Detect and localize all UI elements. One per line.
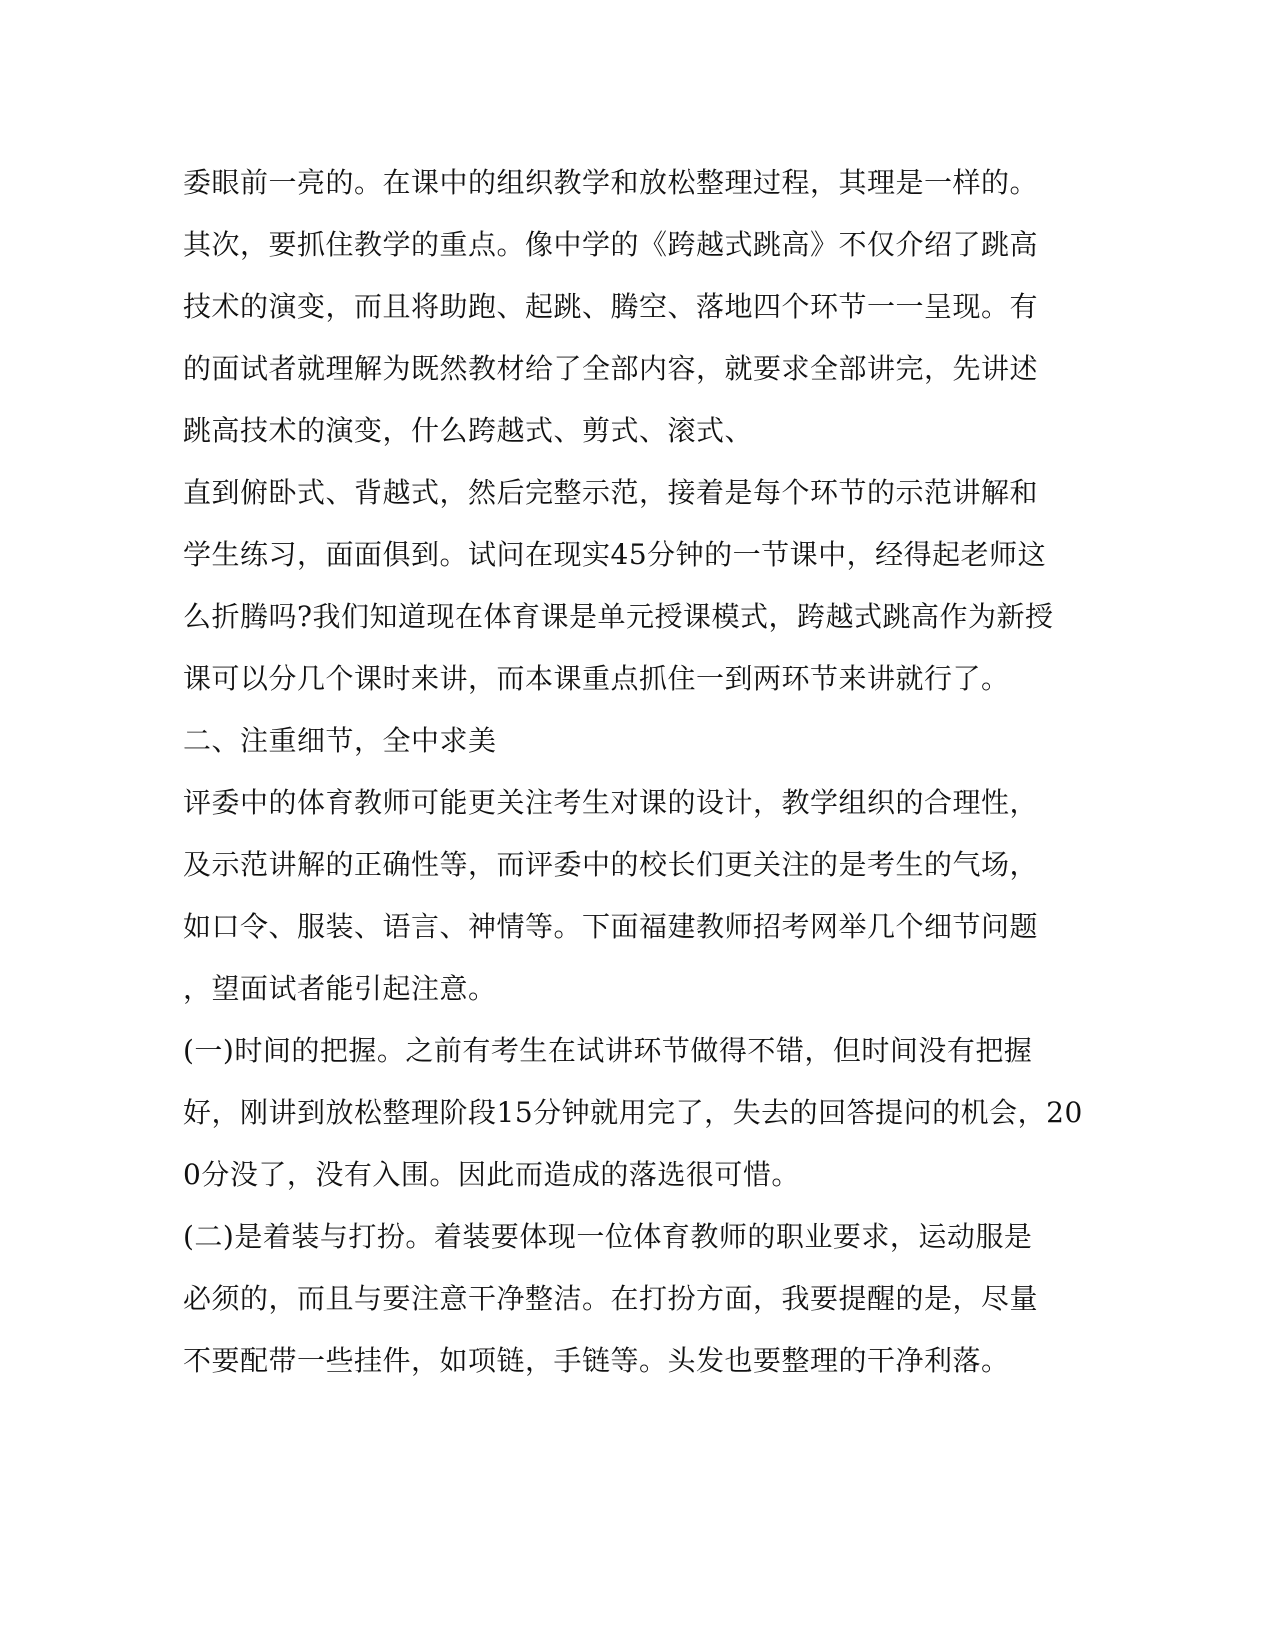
text-line-9: 课可以分几个课时来讲，而本课重点抓住一到两环节来讲就行了。 [183, 662, 1010, 695]
text-line-8: 么折腾吗?我们知道现在体育课是单元授课模式，跨越式跳高作为新授 [183, 600, 1054, 633]
text-line-6: 直到俯卧式、背越式，然后完整示范，接着是每个环节的示范讲解和 [183, 476, 1039, 509]
text-line-11: 评委中的体育教师可能更关注考生对课的设计，教学组织的合理性， [183, 786, 1039, 819]
text-line-5: 跳高技术的演变，什么跨越式、剪式、滚式、 [183, 414, 754, 447]
text-line-18: (二)是着装与打扮。着装要体现一位体育教师的职业要求，运动服是 [183, 1220, 1033, 1253]
text-line-13: 如口令、服装、语言、神情等。下面福建教师招考网举几个细节问题 [183, 910, 1039, 943]
section-heading: 二、注重细节，全中求美 [183, 724, 497, 757]
text-line-2: 其次，要抓住教学的重点。像中学的《跨越式跳高》不仅介绍了跳高 [183, 228, 1039, 261]
text-line-19: 必须的，而且与要注意干净整洁。在打扮方面，我要提醒的是，尽量 [183, 1282, 1039, 1315]
text-line-3: 技术的演变，而且将助跑、起跳、腾空、落地四个环节一一呈现。有 [183, 290, 1039, 323]
text-line-17: 0分没了，没有入围。因此而造成的落选很可惜。 [183, 1158, 800, 1191]
text-line-15: (一)时间的把握。之前有考生在试讲环节做得不错，但时间没有把握 [183, 1034, 1033, 1067]
document-body [183, 152, 1083, 1392]
text-line-20: 不要配带一些挂件，如项链，手链等。头发也要整理的干净利落。 [183, 1344, 1010, 1377]
text-line-12: 及示范讲解的正确性等，而评委中的校长们更关注的是考生的气场， [183, 848, 1039, 881]
text-line-14: ，望面试者能引起注意。 [183, 972, 497, 1005]
text-line-7: 学生练习，面面俱到。试问在现实45分钟的一节课中，经得起老师这 [183, 538, 1047, 571]
text-line-16: 好，刚讲到放松整理阶段15分钟就用完了，失去的回答提问的机会，20 [183, 1096, 1083, 1129]
text-line-1: 委眼前一亮的。在课中的组织教学和放松整理过程，其理是一样的。 [183, 166, 1039, 199]
text-line-4: 的面试者就理解为既然教材给了全部内容，就要求全部讲完，先讲述 [183, 352, 1039, 385]
